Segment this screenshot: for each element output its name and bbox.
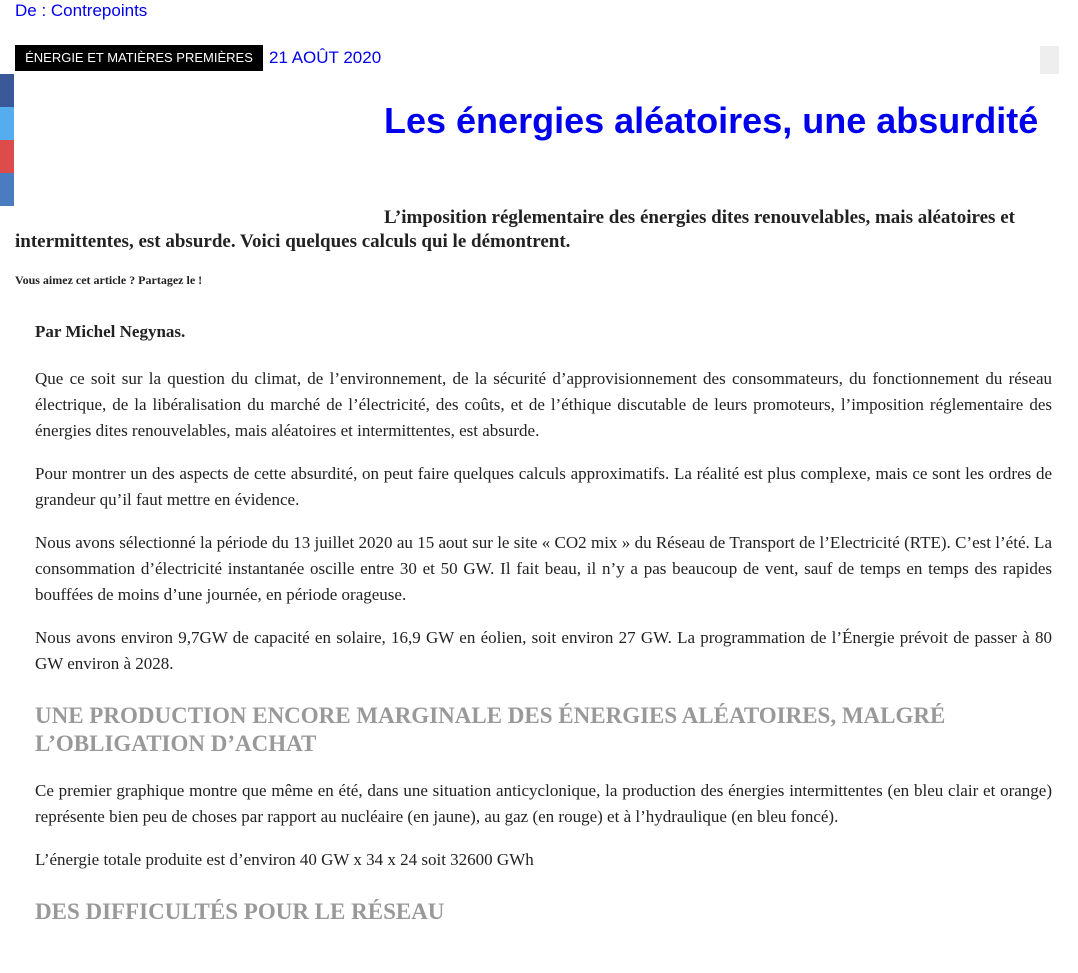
paragraph: Nous avons sélectionné la période du 13 juillet 2020 au 15 aout sur le site « CO2 mix » du Réseau de Transport de l’Electricité (RTE). C’est l’été. La consommation d’électricité instantanée oscille entre 30 et 50 GW. Il fait beau, il n’y a pas beaucoup de vent, sauf de temps en temps des rapides bouffées de moins d’une journée, en période orageuse. [35, 533, 1052, 604]
section-heading: UNE PRODUCTION ENCORE MARGINALE DES ÉNERGIES ALÉATOIRES, MALGRÉ L’OBLIGATION D’ACHAT [35, 703, 946, 756]
pinterest-icon[interactable] [0, 140, 14, 173]
share-bar [0, 74, 14, 206]
section-heading: DES DIFFICULTÉS POUR LE RÉSEAU [35, 899, 445, 924]
linkedin-icon[interactable] [0, 173, 14, 206]
share-prompt: Vous aimez cet article ? Partagez le ! [15, 273, 203, 287]
category-badge[interactable]: ÉNERGIE ET MATIÈRES PREMIÈRES [15, 45, 263, 71]
paragraph: L’énergie totale produite est d’environ 40 GW x 34 x 24 soit 32600 GWh [35, 850, 534, 869]
paragraph: Nous avons environ 9,7GW de capacité en solaire, 16,9 GW en éolien, soit environ 27 GW. La programmation de l’Énergie prévoit de passer à 80 GW environ à 2028. [35, 628, 1052, 673]
facebook-icon[interactable] [0, 74, 14, 107]
twitter-icon[interactable] [0, 107, 14, 140]
article-lede: L’imposition réglementaire des énergies dites renouvelables, mais aléatoires et intermittentes, est absurde. Voici quelques calculs qui le démontrent. [15, 207, 1015, 252]
paragraph: Ce premier graphique montre que même en été, dans une situation anticyclonique, la production des énergies intermittentes (en bleu clair et orange) représente bien peu de choses par rapport au nucléaire (en jaune), au gaz (en rouge) et à l’hydraulique (en bleu foncé). [35, 781, 1052, 826]
corner-widget [1040, 46, 1059, 74]
paragraph: Pour montrer un des aspects de cette absurdité, on peut faire quelques calculs approximatifs. La réalité est plus complexe, mais ce sont les ordres de grandeur qu’il faut mettre en évidence. [35, 464, 1052, 509]
article-title: Les énergies aléatoires, une absurdité [384, 100, 1039, 141]
article-author: Par Michel Negynas. [35, 322, 186, 341]
paragraph: Que ce soit sur la question du climat, de l’environnement, de la sécurité d’approvisionnement des consommateurs, du fonctionnement du réseau électrique, de la libéralisation du marché de l’électricité, des coûts, et de l’éthique discutable de leurs promoteurs, l’imposition réglementaire des énergies dites renouvelables, mais aléatoires et intermittentes, est absurde. [35, 369, 1052, 440]
source-link[interactable]: De : Contrepoints [15, 1, 148, 20]
article-body [35, 320, 1052, 946]
publication-date: 21 AOÛT 2020 [269, 48, 382, 67]
